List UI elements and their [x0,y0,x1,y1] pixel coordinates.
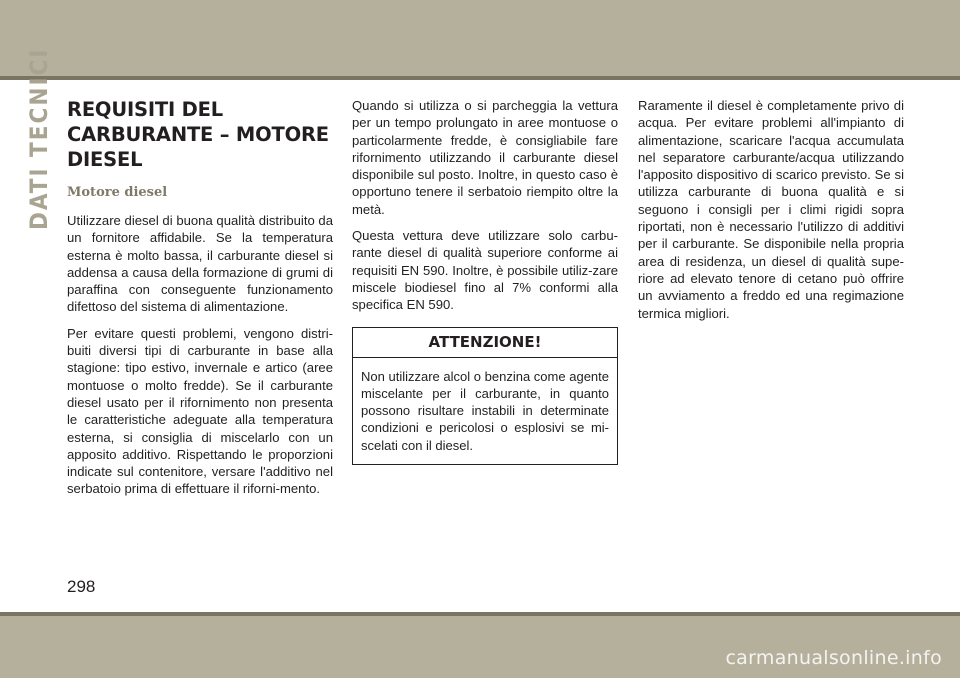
warning-title: ATTENZIONE! [353,328,617,358]
header-stripe [0,76,960,80]
warning-text: Non utilizzare alcol o benzina come agente miscelante per il carburante, in quanto possono risultare instabili in determinate condizioni e pericolosi o esplosivi se mi-scelati con il diesel. [361,368,609,453]
section-title-line-3: DIESEL [67,148,143,171]
section-title-line-1: REQUISITI DEL [67,98,223,121]
paragraph: Questa vettura deve utilizzare solo carbu-rante diesel di qualità superiore conforme ai requisiti EN 590. Inoltre, è possibile utiliz-zare miscele biodiesel fino al 7% conformi alla specifica EN 590. [352,228,618,313]
subheading-diesel-engine: Motore diesel [67,185,168,200]
section-title [67,97,333,172]
page-number: 298 [67,577,96,596]
paragraph: Quando si utilizza o si parcheggia la vettura per un tempo prolungato in aree montuose o particolarmente fredde, è consigliabile fare rifornimento utilizzando il carburante diesel disponibile sul posto. Inoltre, in questo caso è opportuno tenere il serbatoio riempito oltre la metà. [352,98,618,217]
paragraph: Utilizzare diesel di buona qualità distribuito da un fornitore affidabile. Se la temperatura esterna è molto bassa, il carburante diesel si addensa a causa della formazione di grumi di paraffina con conseguente funzionamento difettoso del sistema di alimentazione. [67,213,333,315]
column-middle [352,97,618,465]
paragraph: Per evitare questi problemi, vengono distri-buiti diversi tipi di carburante in base alla stagione: tipo estivo, invernale e artico (aree montuose o molto fredde). Se il carburante diesel usato per il rifornimento non presenta le caratteristiche adeguate alla temperatura esterna, si consiglia di miscelarlo con un apposito additivo. Rispettando le proporzioni indicate sul contenitore, versare l'additivo nel serbatoio prima di effettuare il riforni-mento. [67,325,333,497]
column-left [67,97,333,507]
chapter-side-label: DATI TECNICI [25,47,53,230]
watermark-text: carmanualsonline.info [725,647,942,669]
paragraph: Raramente il diesel è completamente privo di acqua. Per evitare problemi all'impianto di alimentazione, scaricare l'acqua accumulata nel separatore carburante/acqua utilizzando l'apposito dispositivo di scarico previsto. Se si utilizza carburante di buona qualità e si seguono i consigli per i climi rigidi sopra riportati, non è necessario l'utilizzo di additivi per il carburante. Se disponibile nella propria area di residenza, un diesel di qualità supe-riore ad elevato tenore di cetano può offrire un avviamento a freddo ed una regimazione termica migliori. [638,98,904,321]
header-band [0,0,960,76]
section-title-line-2: CARBURANTE – MOTORE [67,123,329,146]
warning-box [352,327,618,465]
column-right [638,97,904,331]
